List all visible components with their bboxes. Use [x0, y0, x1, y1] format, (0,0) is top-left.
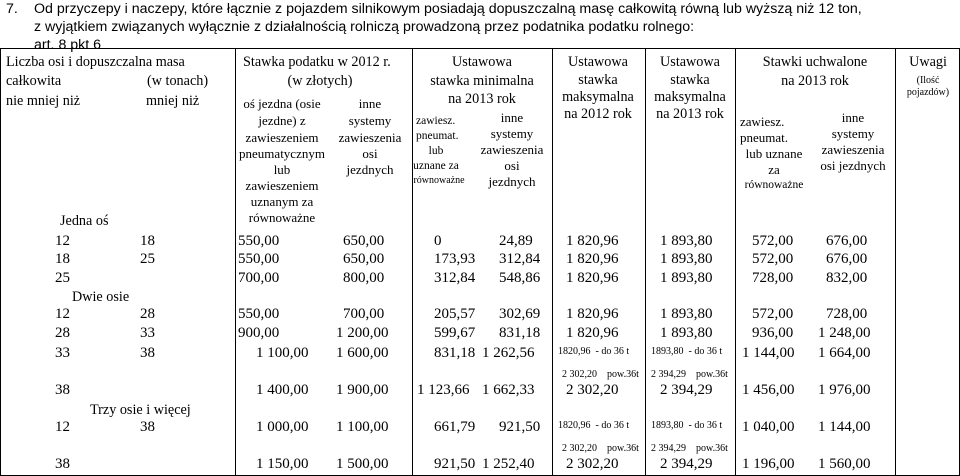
cell-max2012: 1 820,96	[566, 325, 619, 341]
header-min-rate-other: jezdnych	[488, 174, 536, 189]
header-rate-2012-pneu: zawieszeniem	[245, 130, 319, 145]
cell-min-pneu: 661,79	[434, 419, 476, 435]
cell-adopted-pneu: 728,00	[752, 270, 794, 286]
header-max: mniej niż	[146, 93, 200, 109]
cell-adopted-pneu: 572,00	[752, 251, 794, 267]
cell-max2013-over36: 2 394,29 pow.36t	[651, 443, 728, 454]
cell-rate2012-pneu: 1 100,00	[256, 345, 309, 361]
intro-line: art. 8 pkt 6	[34, 37, 102, 54]
cell-max2013: 1 893,80	[660, 270, 713, 286]
header-rate-2012-other: systemy	[348, 113, 392, 128]
cell-rate2012-pneu: 1 150,00	[256, 456, 309, 472]
cell-max2012: 1820,96 - do 36 t	[558, 420, 630, 431]
intro-line: z wyjątkiem związanych wyłącznie z działalnością rolniczą prowadzoną przez podatnika podatku rolnego:	[34, 19, 695, 36]
header-rate-2012-title: Stawka podatku w 2012 r.	[243, 54, 391, 70]
section-one-axle: Jedna oś	[60, 213, 109, 229]
cell-max-mass: 28	[140, 306, 155, 322]
header-rate-2012-pneu: zawieszeniem	[245, 178, 319, 193]
header-notes-sub: (Ilość	[916, 75, 940, 86]
cell-rate2012-pneu: 550,00	[238, 233, 280, 249]
cell-adopted-other: 728,00	[826, 306, 868, 322]
cell-adopted-pneu: 936,00	[752, 325, 794, 341]
header-min-rate-other: inne	[500, 110, 524, 125]
cell-min-mass: 38	[55, 382, 70, 398]
cell-min-other: 921,50	[499, 419, 541, 435]
header-min-rate-pneu: uznane za	[413, 160, 459, 172]
cell-min-mass: 12	[55, 419, 70, 435]
header-rate-2012-pneu: pneumatycznym	[239, 146, 325, 161]
header-rate-2012-pneu: lub	[273, 162, 291, 177]
cell-adopted-pneu: 1 144,00	[742, 345, 795, 361]
cell-min-other: 24,89	[499, 233, 533, 249]
header-adopted-pneu: lub uznane	[745, 146, 803, 161]
cell-max2013: 1 893,80	[660, 233, 713, 249]
cell-max2012: 2 302,20	[566, 382, 619, 398]
item-number: 7.	[6, 1, 18, 17]
header-notes-sub: pojazdów)	[906, 87, 950, 98]
cell-adopted-other: 832,00	[826, 270, 868, 286]
header-rate-2012-other: osi	[362, 146, 378, 161]
section-two-axles: Dwie osie	[72, 289, 130, 305]
header-max-2013-title: Ustawowa	[660, 54, 720, 70]
cell-max2012: 1 820,96	[566, 306, 619, 322]
cell-max2012-over36: 2 302,20 pow.36t	[562, 443, 639, 454]
header-min-rate-other: systemy	[490, 126, 534, 141]
cell-min-pneu: 312,84	[434, 270, 476, 286]
cell-adopted-pneu: 1 196,00	[742, 456, 795, 472]
cell-max2013: 1 893,80	[660, 251, 713, 267]
cell-rate2012-other: 650,00	[343, 233, 385, 249]
cell-rate2012-pneu: 700,00	[238, 270, 280, 286]
cell-max-mass: 38	[140, 345, 155, 361]
header-max-2012-title: maksymalna	[562, 89, 634, 105]
col-border	[0, 48, 1, 475]
cell-adopted-pneu: 1 040,00	[742, 419, 795, 435]
cell-min-other: 548,86	[499, 270, 541, 286]
col-border	[645, 48, 646, 475]
cell-adopted-other: 676,00	[826, 233, 868, 249]
col-border	[412, 48, 413, 475]
header-max-2012-title: Ustawowa	[568, 54, 628, 70]
cell-max2013: 2 394,29	[660, 456, 713, 472]
cell-min-other: 1 252,40	[482, 456, 535, 472]
header-rate-2012-unit: (w złotych)	[287, 73, 353, 89]
cell-adopted-pneu: 572,00	[752, 306, 794, 322]
header-axes-unit: (w tonach)	[147, 73, 209, 89]
cell-max2013: 1893,80 - do 36 t	[651, 346, 723, 357]
header-rate-2012-pneu: równoważne	[248, 210, 316, 225]
header-rate-2012-other: jezdnych	[346, 162, 394, 177]
cell-rate2012-pneu: 550,00	[238, 306, 280, 322]
col-border	[735, 48, 736, 475]
header-min-rate-other: zawieszenia	[480, 142, 544, 157]
cell-min-pneu: 921,50	[434, 456, 476, 472]
cell-min-mass: 38	[55, 456, 70, 472]
header-adopted-other: systemy	[831, 126, 875, 141]
cell-min-other: 312,84	[499, 251, 541, 267]
cell-max2012: 1820,96 - do 36 t	[558, 346, 630, 357]
cell-min-mass: 18	[55, 251, 70, 267]
cell-rate2012-other: 1 100,00	[336, 419, 389, 435]
cell-min-other: 831,18	[499, 325, 541, 341]
cell-rate2012-other: 1 500,00	[336, 456, 389, 472]
header-axes-title: całkowita	[6, 73, 62, 89]
cell-rate2012-pneu: 1 000,00	[256, 419, 309, 435]
header-adopted-pneu: za	[768, 162, 780, 177]
header-min-rate-title: stawka minimalna	[430, 73, 534, 89]
cell-min-other: 302,69	[499, 306, 541, 322]
header-min-rate-pneu: równoważne	[413, 175, 465, 186]
cell-adopted-other: 1 664,00	[818, 345, 871, 361]
header-min-rate-pneu: lub	[428, 145, 444, 157]
cell-min-pneu: 0	[434, 233, 442, 249]
header-min: nie mniej niż	[6, 93, 81, 109]
cell-max2012: 1 820,96	[566, 270, 619, 286]
cell-rate2012-pneu: 1 400,00	[256, 382, 309, 398]
cell-rate2012-other: 800,00	[343, 270, 385, 286]
cell-min-other: 1 262,56	[482, 345, 535, 361]
cell-rate2012-other: 650,00	[343, 251, 385, 267]
header-rate-2012-pneu: uznanym za	[250, 194, 314, 209]
header-adopted-pneu: równoważne	[744, 179, 804, 191]
cell-max2013: 1 893,80	[660, 325, 713, 341]
cell-max2013: 2 394,29	[660, 382, 713, 398]
cell-min-mass: 33	[55, 345, 70, 361]
cell-min-mass: 12	[55, 306, 70, 322]
header-adopted-other: inne	[841, 110, 865, 125]
cell-max2012-over36: 2 302,20 pow.36t	[562, 369, 639, 380]
cell-min-mass: 28	[55, 325, 70, 341]
header-max-2012-title: na 2012 rok	[564, 106, 632, 122]
header-max-2012-title: stawka	[578, 72, 618, 88]
cell-max2012: 1 820,96	[566, 251, 619, 267]
col-border	[235, 48, 236, 475]
cell-adopted-other: 676,00	[826, 251, 868, 267]
cell-rate2012-other: 700,00	[343, 306, 385, 322]
col-border	[895, 48, 896, 475]
cell-min-mass: 12	[55, 233, 70, 249]
header-rate-2012-other: zawieszenia	[338, 130, 402, 145]
cell-adopted-other: 1 248,00	[818, 325, 871, 341]
cell-max-mass: 33	[140, 325, 155, 341]
section-three-axles: Trzy osie i więcej	[90, 402, 191, 418]
cell-max2013-over36: 2 394,29 pow.36t	[651, 369, 728, 380]
cell-min-pneu: 1 123,66	[417, 382, 470, 398]
cell-adopted-other: 1 560,00	[818, 456, 871, 472]
table-top-border	[0, 48, 960, 49]
header-max-2013-title: na 2013 rok	[656, 106, 724, 122]
cell-min-pneu: 205,57	[434, 306, 476, 322]
header-adopted-title: Stawki uchwalone	[762, 54, 868, 70]
header-min-rate-pneu: zawiesz.	[416, 115, 456, 127]
header-rate-2012-pneu: oś jezdna (osie	[243, 96, 321, 111]
cell-max-mass: 38	[140, 419, 155, 435]
cell-rate2012-pneu: 550,00	[238, 251, 280, 267]
header-adopted-other: osi jezdnych	[820, 158, 886, 173]
header-axes-title: Liczba osi i dopuszczalna masa	[6, 54, 185, 70]
header-max-2013-title: maksymalna	[654, 89, 726, 105]
cell-rate2012-other: 1 200,00	[336, 325, 389, 341]
cell-max2012: 2 302,20	[566, 456, 619, 472]
header-adopted-title: na 2013 rok	[781, 73, 849, 89]
cell-adopted-pneu: 572,00	[752, 233, 794, 249]
cell-min-mass: 25	[55, 270, 70, 286]
cell-min-pneu: 599,67	[434, 325, 476, 341]
cell-rate2012-pneu: 900,00	[238, 325, 280, 341]
header-adopted-pneu: zawiesz.	[740, 114, 785, 129]
header-min-rate-other: osi	[504, 158, 520, 173]
header-max-2013-title: stawka	[670, 72, 710, 88]
header-min-rate-title: na 2013 rok	[448, 91, 516, 107]
cell-adopted-other: 1 976,00	[818, 382, 871, 398]
cell-max2012: 1 820,96	[566, 233, 619, 249]
cell-rate2012-other: 1 900,00	[336, 382, 389, 398]
header-min-rate-pneu: pneumat.	[416, 130, 459, 142]
header-rate-2012-pneu: jezdne) z	[258, 113, 306, 128]
cell-max-mass: 25	[140, 251, 155, 267]
header-min-rate-title: Ustawowa	[452, 54, 512, 70]
cell-max2013: 1893,80 - do 36 t	[651, 420, 723, 431]
cell-max-mass: 18	[140, 233, 155, 249]
cell-min-pneu: 831,18	[434, 345, 476, 361]
cell-adopted-other: 1 144,00	[818, 419, 871, 435]
header-notes-title: Uwagi	[909, 54, 947, 70]
col-border	[552, 48, 553, 475]
header-adopted-pneu: pneumat.	[740, 130, 789, 145]
cell-max2013: 1 893,80	[660, 306, 713, 322]
cell-rate2012-other: 1 600,00	[336, 345, 389, 361]
cell-adopted-pneu: 1 456,00	[742, 382, 795, 398]
header-rate-2012-other: inne	[358, 96, 382, 111]
header-adopted-other: zawieszenia	[821, 142, 885, 157]
cell-min-other: 1 662,33	[482, 382, 535, 398]
cell-min-pneu: 173,93	[434, 251, 476, 267]
intro-line: Od przyczepy i naczepy, które łącznie z pojazdem silnikowym posiadają dopuszczalną masę całkowitą równą lub wyższą niż 12 ton,	[34, 1, 862, 17]
